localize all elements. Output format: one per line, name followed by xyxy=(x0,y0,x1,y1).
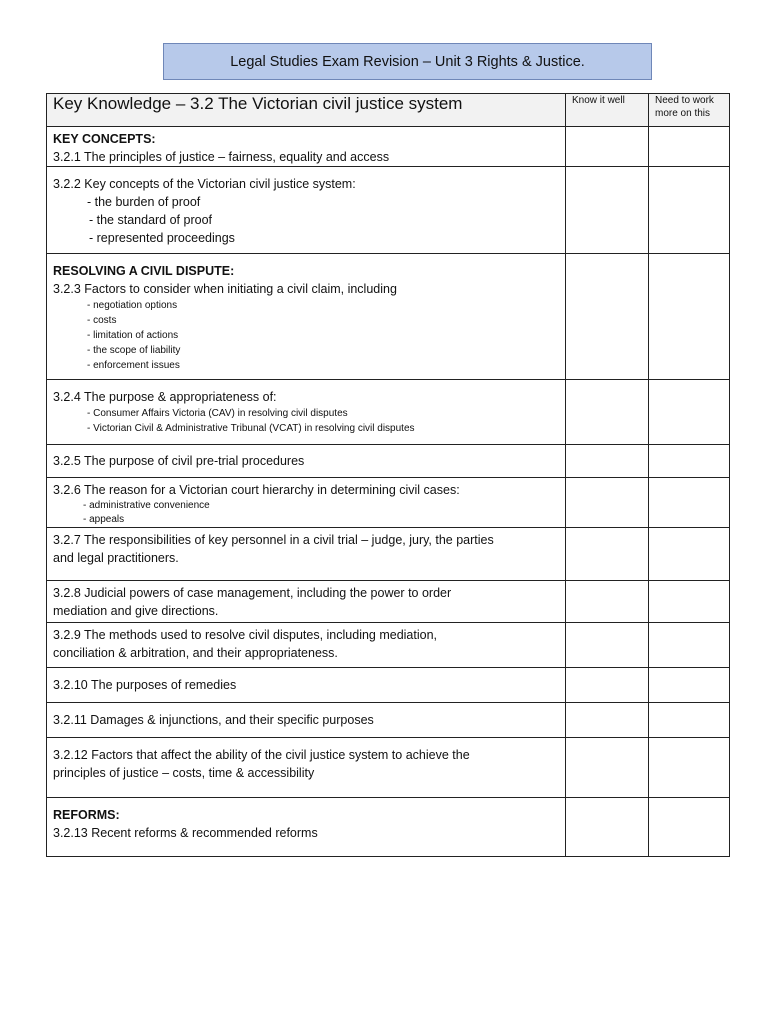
sub-item: - the burden of proof xyxy=(87,195,201,209)
row-content xyxy=(47,703,566,738)
table-row xyxy=(47,127,730,167)
header-need-to-work: Need to work more on this xyxy=(649,94,730,127)
knowledge-item: 3.2.4 The purpose & appropriateness of: xyxy=(53,390,277,404)
knowledge-item: 3.2.3 Factors to consider when initiating a civil claim, including xyxy=(53,282,397,296)
sub-item: - appeals xyxy=(83,514,125,525)
row-content xyxy=(47,623,566,668)
table-row xyxy=(47,528,730,581)
know-it-well-cell[interactable] xyxy=(566,581,649,623)
knowledge-item-line1: 3.2.12 Factors that affect the ability of the civil justice system to achieve the xyxy=(53,748,470,762)
sub-item: - Victorian Civil & Administrative Tribunal (VCAT) in resolving civil disputes xyxy=(87,423,415,434)
table-row xyxy=(47,581,730,623)
knowledge-item-line1: 3.2.7 The responsibilities of key personnel in a civil trial – judge, jury, the parties xyxy=(53,533,494,547)
table-header-row xyxy=(47,94,730,127)
know-it-well-cell[interactable] xyxy=(566,703,649,738)
key-knowledge-table xyxy=(46,93,730,857)
know-it-well-cell[interactable] xyxy=(566,528,649,581)
row-content xyxy=(47,528,566,581)
need-to-work-cell[interactable] xyxy=(649,167,730,254)
knowledge-item-line2: conciliation & arbitration, and their appropriateness. xyxy=(53,646,338,660)
know-it-well-cell[interactable] xyxy=(566,798,649,857)
need-to-work-cell[interactable] xyxy=(649,623,730,668)
row-content xyxy=(47,380,566,445)
need-to-work-cell[interactable] xyxy=(649,254,730,380)
sub-item: - limitation of actions xyxy=(87,330,179,341)
need-to-work-cell[interactable] xyxy=(649,738,730,798)
section-heading: RESOLVING A CIVIL DISPUTE: xyxy=(53,264,235,278)
table-row xyxy=(47,167,730,254)
knowledge-item-line2: mediation and give directions. xyxy=(53,604,219,618)
section-heading: REFORMS: xyxy=(53,808,120,822)
table-row xyxy=(47,623,730,668)
knowledge-item: 3.2.11 Damages & injunctions, and their specific purposes xyxy=(53,713,374,727)
knowledge-item-line2: principles of justice – costs, time & accessibility xyxy=(53,766,315,780)
row-content xyxy=(47,167,566,254)
table-row xyxy=(47,445,730,478)
sub-item: - negotiation options xyxy=(87,300,178,311)
know-it-well-cell[interactable] xyxy=(566,738,649,798)
knowledge-item-line1: 3.2.9 The methods used to resolve civil disputes, including mediation, xyxy=(53,628,438,642)
table-row xyxy=(47,668,730,703)
need-to-work-cell[interactable] xyxy=(649,581,730,623)
header-know-it-well: Know it well xyxy=(566,94,649,127)
row-content xyxy=(47,478,566,528)
row-content xyxy=(47,668,566,703)
need-to-work-cell[interactable] xyxy=(649,798,730,857)
row-content xyxy=(47,254,566,380)
table-row xyxy=(47,380,730,445)
table-row xyxy=(47,254,730,380)
knowledge-item: 3.2.2 Key concepts of the Victorian civil justice system: xyxy=(53,177,356,191)
section-heading: KEY CONCEPTS: xyxy=(53,132,156,146)
need-to-work-cell[interactable] xyxy=(649,528,730,581)
need-to-work-cell[interactable] xyxy=(649,380,730,445)
row-content xyxy=(47,581,566,623)
sub-item: - Consumer Affairs Victoria (CAV) in resolving civil disputes xyxy=(87,408,348,419)
know-it-well-cell[interactable] xyxy=(566,127,649,167)
know-it-well-cell[interactable] xyxy=(566,254,649,380)
need-to-work-cell[interactable] xyxy=(649,127,730,167)
row-content xyxy=(47,738,566,798)
sub-item: - costs xyxy=(87,315,117,326)
row-content xyxy=(47,445,566,478)
header-key-knowledge: Key Knowledge – 3.2 The Victorian civil justice system xyxy=(47,94,566,127)
knowledge-item: 3.2.6 The reason for a Victorian court hierarchy in determining civil cases: xyxy=(53,483,460,497)
sub-item: - the standard of proof xyxy=(89,213,212,227)
table-row xyxy=(47,478,730,528)
sub-item: - administrative convenience xyxy=(83,500,210,511)
document-title: Legal Studies Exam Revision – Unit 3 Rights & Justice. xyxy=(163,43,652,80)
know-it-well-cell[interactable] xyxy=(566,478,649,528)
know-it-well-cell[interactable] xyxy=(566,380,649,445)
know-it-well-cell[interactable] xyxy=(566,445,649,478)
know-it-well-cell[interactable] xyxy=(566,668,649,703)
table-row xyxy=(47,738,730,798)
row-content xyxy=(47,798,566,857)
know-it-well-cell[interactable] xyxy=(566,623,649,668)
row-content xyxy=(47,127,566,167)
need-to-work-cell[interactable] xyxy=(649,668,730,703)
knowledge-item: 3.2.13 Recent reforms & recommended reforms xyxy=(53,826,318,840)
sub-item: - enforcement issues xyxy=(87,360,180,371)
need-to-work-cell[interactable] xyxy=(649,445,730,478)
knowledge-item-line2: and legal practitioners. xyxy=(53,551,179,565)
table-row xyxy=(47,798,730,857)
sub-item: - the scope of liability xyxy=(87,345,181,356)
table-row xyxy=(47,703,730,738)
need-to-work-cell[interactable] xyxy=(649,478,730,528)
knowledge-item: 3.2.10 The purposes of remedies xyxy=(53,678,237,692)
sub-item: - represented proceedings xyxy=(89,231,235,245)
knowledge-item-line1: 3.2.8 Judicial powers of case management, including the power to order xyxy=(53,586,452,600)
knowledge-item: 3.2.5 The purpose of civil pre-trial procedures xyxy=(53,454,305,468)
knowledge-item: 3.2.1 The principles of justice – fairness, equality and access xyxy=(53,150,390,164)
know-it-well-cell[interactable] xyxy=(566,167,649,254)
need-to-work-cell[interactable] xyxy=(649,703,730,738)
